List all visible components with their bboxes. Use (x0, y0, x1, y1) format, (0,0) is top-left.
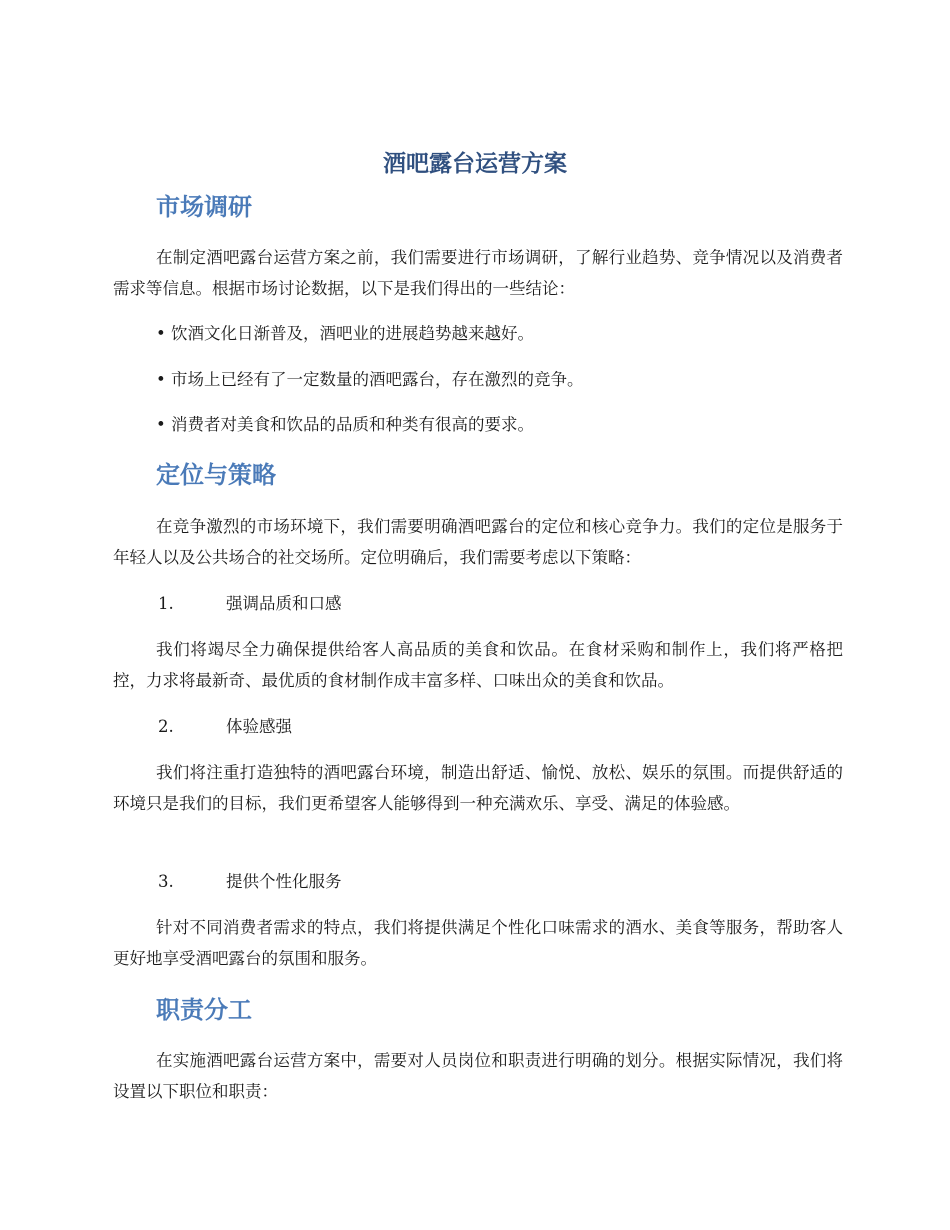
bullet-item: • 市场上已经有了一定数量的酒吧露台，存在激烈的竞争。 (156, 370, 584, 389)
document-title: 酒吧露台运营方案 (383, 151, 567, 177)
section-paragraph: 在制定酒吧露台运营方案之前，我们需要进行市场调研，了解行业趋势、竞争情况以及消费者需求等信息。根据市场讨论数据，以下是我们得出的一些结论： (113, 248, 843, 298)
item-paragraph: 针对不同消费者需求的特点，我们将提供满足个性化口味需求的酒水、美食等服务，帮助客人更好地享受酒吧露台的氛围和服务。 (113, 918, 843, 968)
item-label: 体验感强 (226, 717, 292, 736)
item-label: 提供个性化服务 (226, 872, 342, 891)
item-number: 2. (158, 717, 174, 736)
bullet-item: • 饮酒文化日渐普及，酒吧业的进展趋势越来越好。 (156, 324, 534, 343)
numbered-item (158, 590, 342, 618)
section-heading-responsibilities: 职责分工 (156, 996, 252, 1024)
section-heading-market-research: 市场调研 (156, 193, 252, 221)
item-paragraph: 我们将注重打造独特的酒吧露台环境，制造出舒适、愉悦、放松、娱乐的氛围。而提供舒适的环境只是我们的目标，我们更希望客人能够得到一种充满欢乐、享受、满足的体验感。 (113, 763, 843, 813)
bullet-item: • 消费者对美食和饮品的品质和种类有很高的要求。 (156, 415, 534, 434)
item-paragraph: 我们将竭尽全力确保提供给客人高品质的美食和饮品。在食材采购和制作上，我们将严格把控，力求将最新奇、最优质的食材制作成丰富多样、口味出众的美食和饮品。 (113, 640, 843, 690)
numbered-item (158, 713, 292, 741)
item-label: 强调品质和口感 (226, 594, 342, 613)
item-number: 1. (158, 594, 174, 613)
item-number: 3. (158, 872, 174, 891)
section-paragraph: 在实施酒吧露台运营方案中，需要对人员岗位和职责进行明确的划分。根据实际情况，我们将设置以下职位和职责： (113, 1051, 843, 1101)
section-paragraph: 在竞争激烈的市场环境下，我们需要明确酒吧露台的定位和核心竞争力。我们的定位是服务于年轻人以及公共场合的社交场所。定位明确后，我们需要考虑以下策略： (113, 517, 843, 567)
numbered-item (158, 868, 342, 896)
section-heading-positioning-strategy: 定位与策略 (156, 461, 276, 489)
